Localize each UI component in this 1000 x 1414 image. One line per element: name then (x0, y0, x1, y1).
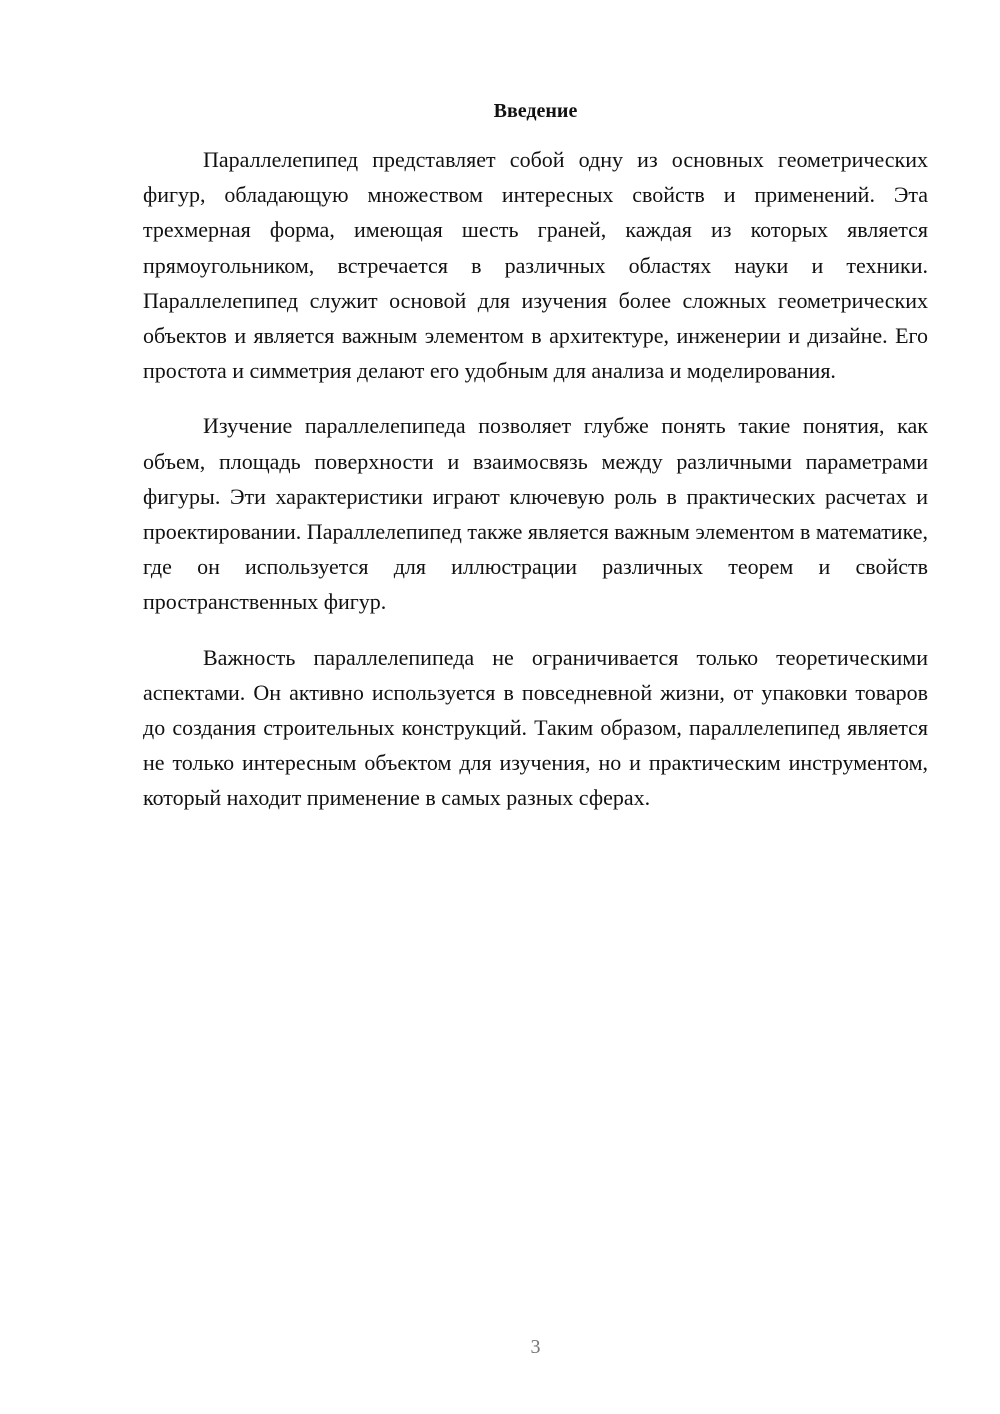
paragraph-2: Изучение параллелепипеда позволяет глубже понять такие понятия, как объем, площадь поверхности и взаимосвязь между различными параметрами фигуры. Эти характеристики играют ключевую роль в практических расчетах и проектировании. Параллелепипед также является важным элементом в математике, где он используется для иллюстрации различных теорем и свойств пространственных фигур. (143, 413, 928, 615)
paragraph-3: Важность параллелепипеда не ограничивается только теоретическими аспектами. Он активно используется в повседневной жизни, от упаковки товаров до создания строительных конструкций. Таким образом, параллелепипед является не только интересным объектом для изучения, но и практическим инструментом, который находит применение в самых разных сферах. (143, 644, 928, 811)
document-body (143, 142, 928, 836)
section-heading: Введение (493, 100, 578, 122)
page-number: 3 (530, 1336, 541, 1358)
paragraph-1: Параллелепипед представляет собой одну из основных геометрических фигур, обладающую множеством интересных свойств и применений. Эта трехмерная форма, имеющая шесть граней, каждая из которых является прямоугольником, встречается в различных областях науки и техники. Параллелепипед служит основой для изучения более сложных геометрических объектов и является важным элементом в архитектуре, инженерии и дизайне. Его простота и симметрия делают его удобным для анализа и моделирования. (143, 147, 928, 384)
